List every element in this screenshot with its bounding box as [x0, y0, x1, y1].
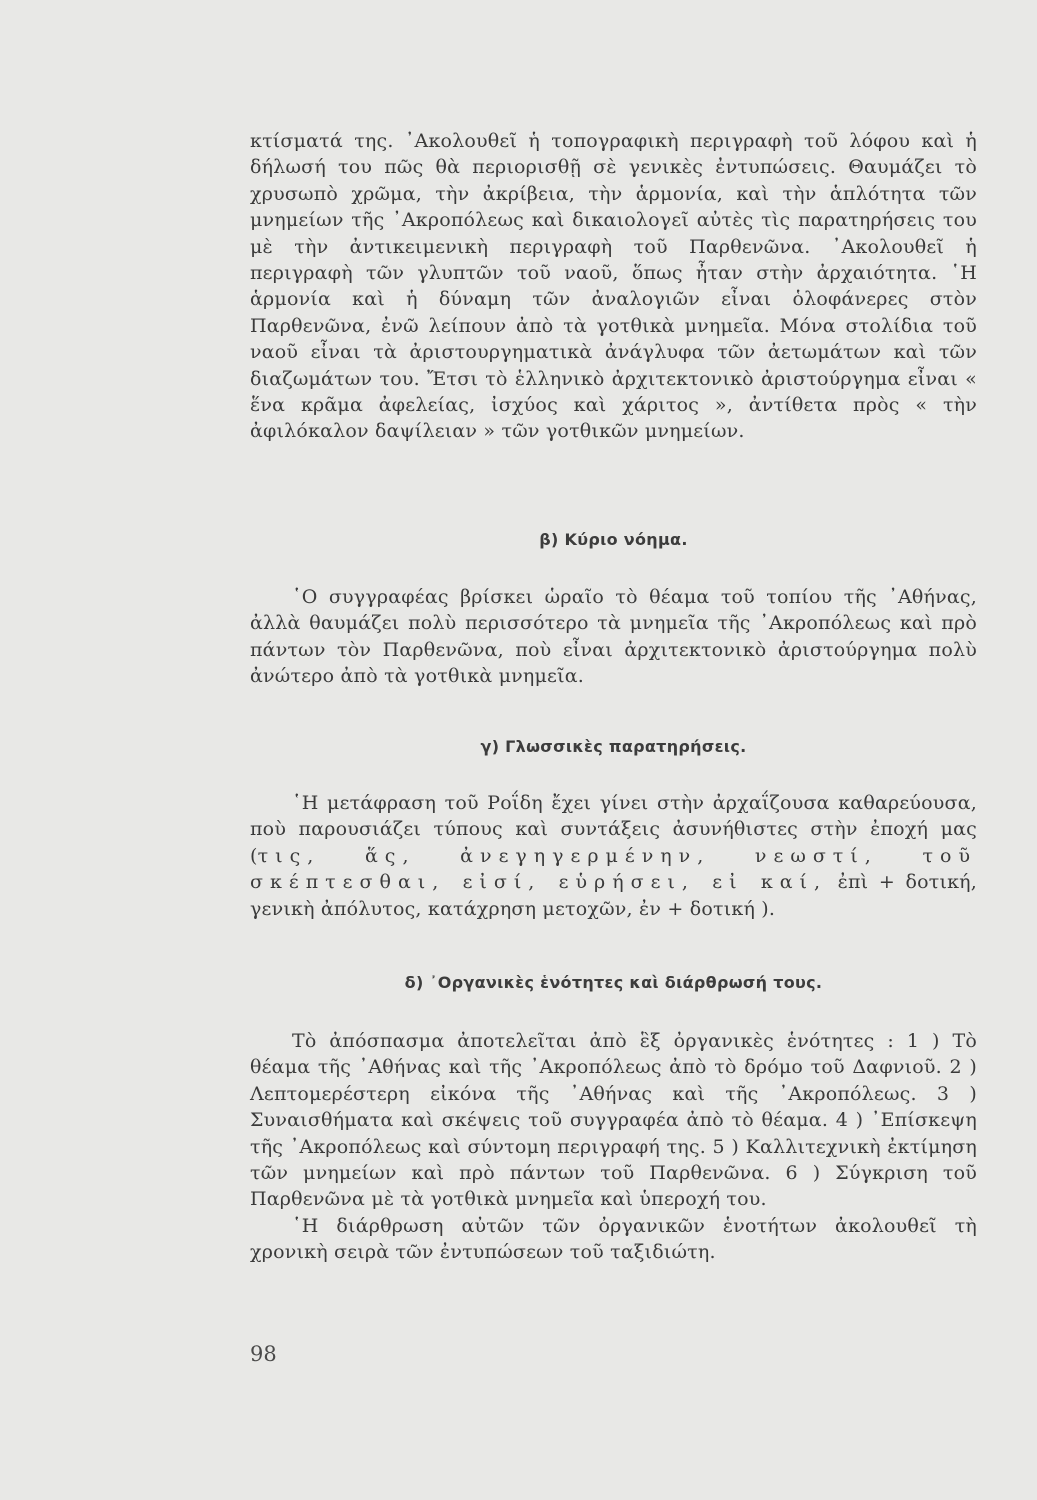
paragraph-units [250, 1028, 977, 1266]
section-heading-d: δ) ᾿Οργανικὲς ἑνότητες καὶ διάρθρωσή τους. [404, 973, 823, 992]
page-number: 98 [250, 1342, 277, 1366]
spaced-examples: τις, ἅς, ἀνεγηγερμένην, νεωστί, τοῦ σκέπτεσθαι, εἰσί, εὑρήσει, εἰ καί, [250, 844, 977, 894]
section-heading-g: γ) Γλωσσικὲς παρατηρήσεις. [480, 737, 747, 756]
paragraph-text [250, 790, 977, 922]
paragraph-text: κτίσματά της. ᾿Ακολουθεῖ ἡ τοπογραφικὴ περιγραφὴ τοῦ λόφου καὶ ἡ δήλωσή του πῶς θὰ περιορισθῇ σὲ γενικὲς ἐντυπώσεις. Θαυμάζει τὸ χρυσωπὸ χρῶμα, τὴν ἀκρίβεια, τὴν ἁρμονία, καὶ τὴν ἁπλότητα τῶν μνημείων τῆς ᾿Ακροπόλεως καὶ δικαιολογεῖ αὐτὲς τὶς παρατηρήσεις του μὲ τὴν ἀντικειμενικὴ περιγραφὴ τοῦ Παρθενῶνα. ᾿Ακολουθεῖ ἡ περιγραφὴ τῶν γλυπτῶν τοῦ ναοῦ, ὅπως ἦταν στὴν ἀρχαιότητα. ῾Η ἁρμονία καὶ ἡ δύναμη τῶν ἀναλογιῶν εἶναι ὁλοφάνερες στὸν Παρθενῶνα, ἐνῶ λείπουν ἀπὸ τὰ γοτθικὰ μνημεῖα. Μόνα στολίδια τοῦ ναοῦ εἶναι τὰ ἀριστουργηματικὰ ἀνάγλυφα τῶν ἀετωμάτων καὶ τῶν διαζωμάτων του. Ἔτσι τὸ ἑλληνικὸ ἀρχιτεκτονικὸ ἀριστούργημα εἶναι « ἕνα κρᾶμα ἀφελείας, ἰσχύος καὶ χάριτος », ἀντίθετα πρὸς « τὴν ἀφιλόκαλον δαψίλειαν » τῶν γοτθικῶν μνημείων. [250, 130, 977, 443]
section-heading-b: β) Κύριο νόημα. [539, 530, 688, 549]
paragraph-main-idea [250, 584, 977, 690]
paragraph-text: ῾Ο συγγραφέας βρίσκει ὡραῖο τὸ θέαμα τοῦ τοπίου τῆς ᾿Αθήνας, ἀλλὰ θαυμάζει πολὺ περισσότερο τὰ μνημεῖα τῆς ᾿Ακροπόλεως καὶ πρὸ πάντων τὸν Παρθενῶνα, ποὺ εἶναι ἀρχιτεκτονικὸ ἀριστούργημα πολὺ ἀνώτερο ἀπὸ τὰ γοτθικὰ μνημεῖα. [250, 586, 977, 688]
paragraph-text: Τὸ ἀπόσπασμα ἀποτελεῖται ἀπὸ ἓξ ὀργανικὲς ἑνότητες : 1 ) Τὸ θέαμα τῆς ᾿Αθήνας καὶ τῆς ᾿Ακροπόλεως ἀπὸ τὸ δρόμο τοῦ Δαφνιοῦ. 2 ) Λεπτομερέστερη εἰκόνα τῆς ᾿Αθήνας καὶ τῆς ᾿Ακροπόλεως. 3 ) Συναισθήματα καὶ σκέψεις τοῦ συγγραφέα ἀπὸ τὸ θέαμα. 4 ) ᾿Επίσκεψη τῆς ᾿Ακροπόλεως καὶ σύντομη περιγραφή της. 5 ) Καλλιτεχνικὴ ἐκτίμηση τῶν μνημείων καὶ πρὸ πάντων τοῦ Παρθενῶνα. 6 ) Σύγκριση τοῦ Παρθενῶνα μὲ τὰ γοτθικὰ μνημεῖα καὶ ὑπεροχή του. [250, 1030, 977, 1211]
text-run: ῾Η μετάφραση τοῦ Ροΐδη ἔχει γίνει στὴν ἀρχαΐζουσα καθαρεύουσα, ποὺ παρουσιάζει τύπους καὶ συντάξεις ἀσυνήθιστες στὴν ἐποχή μας ( [250, 792, 977, 867]
paragraph-intro [250, 128, 977, 445]
paragraph-text: ῾Η διάρθρωση αὐτῶν τῶν ὀργανικῶν ἑνοτήτων ἀκολουθεῖ τὴ χρονικὴ σειρὰ τῶν ἐντυπώσεων τοῦ ταξιδιώτη. [250, 1214, 977, 1264]
text-run: ἐπὶ + δοτική, γενικὴ ἀπόλυτος, κατάχρηση μετοχῶν, ἐν + δοτική ). [250, 871, 978, 920]
paragraph-language-notes [250, 790, 977, 922]
